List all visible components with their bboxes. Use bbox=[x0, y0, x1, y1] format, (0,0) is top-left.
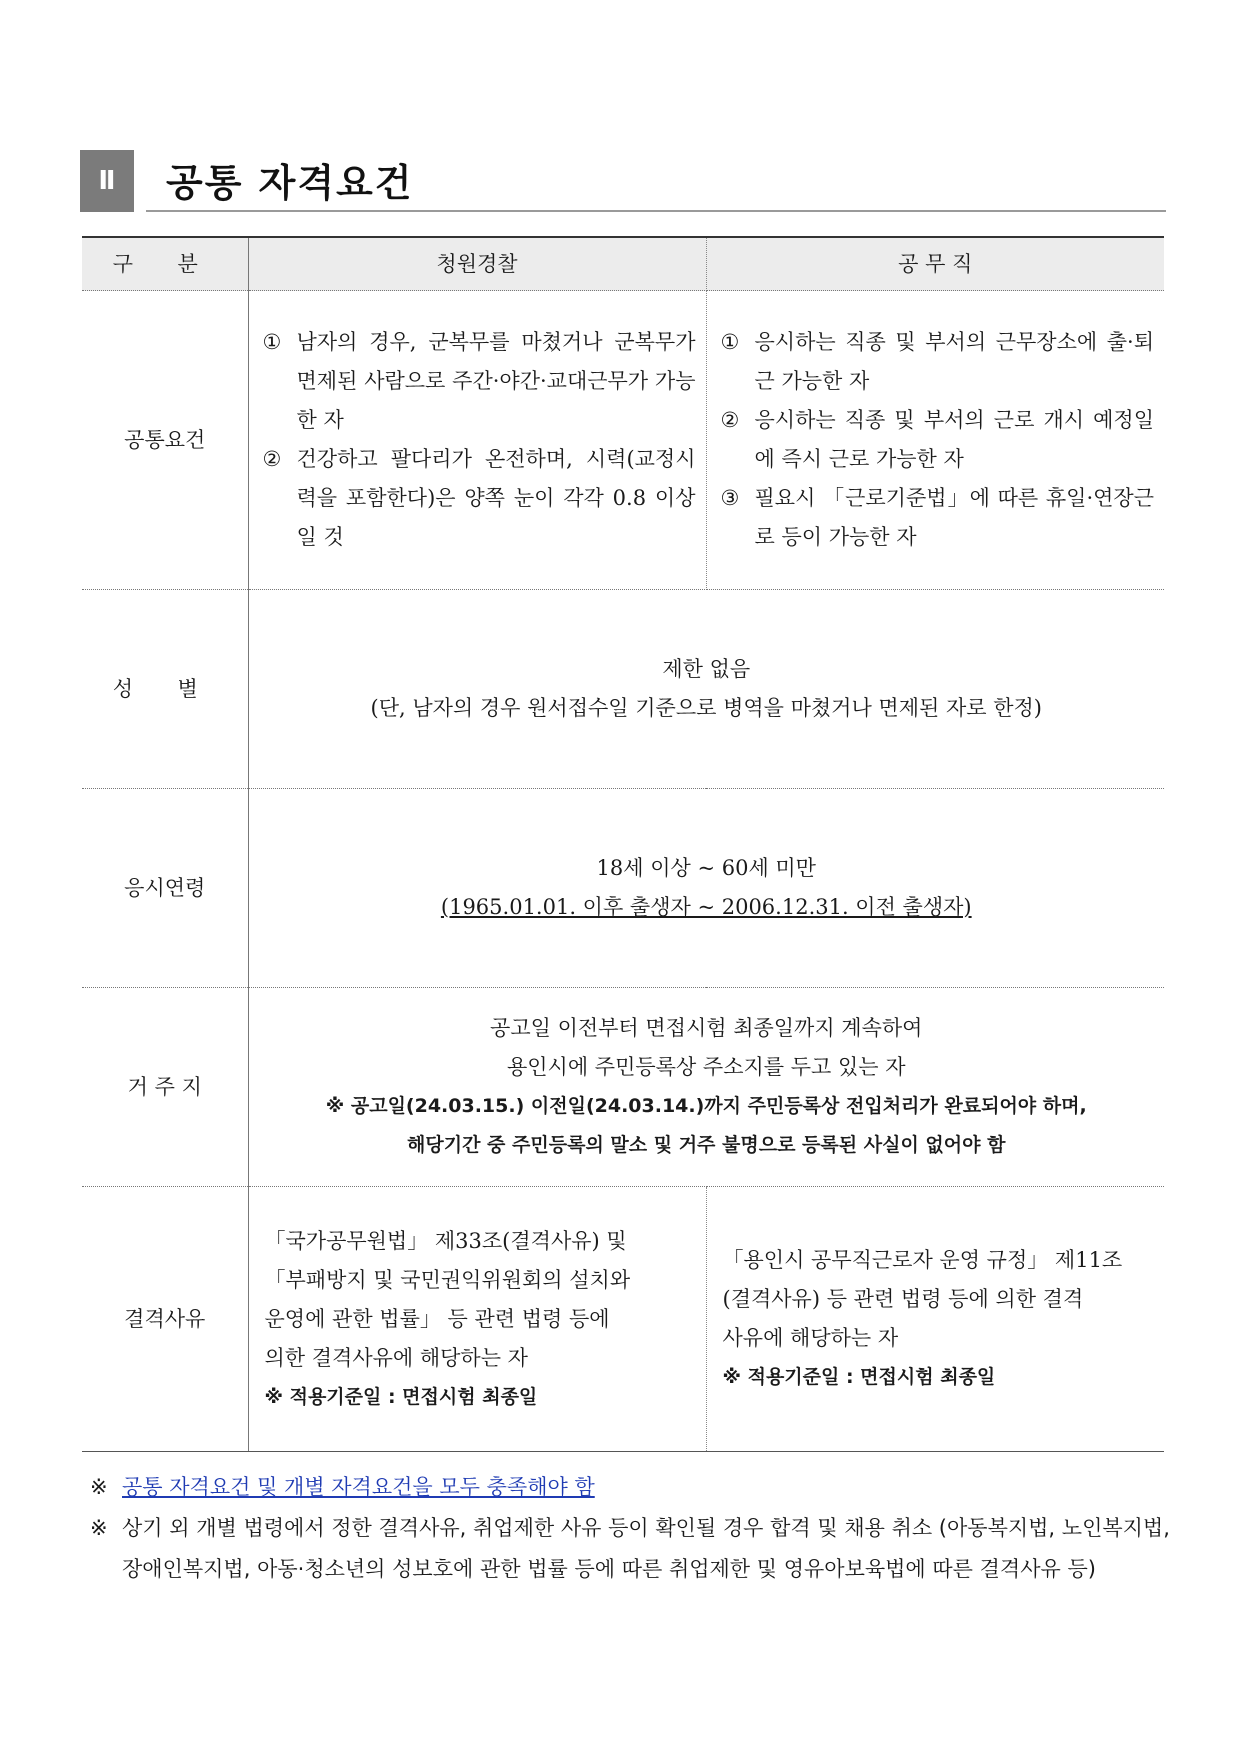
table-header-row bbox=[82, 237, 1164, 291]
header-category: 구 분 bbox=[82, 237, 248, 291]
footnotes bbox=[90, 1467, 1170, 1590]
list-item: ② 응시하는 직종 및 부서의 근로 개시 예정일에 즉시 근로 가능한 자 bbox=[720, 408, 1154, 471]
note-text: 공통 자격요건 및 개별 자격요건을 모두 충족해야 함 bbox=[122, 1475, 595, 1499]
disq-col1-line: 의한 결격사유에 해당하는 자 bbox=[264, 1345, 528, 1370]
table-row-disqualification bbox=[82, 1187, 1164, 1452]
table-row-common bbox=[82, 291, 1164, 590]
row-label-common: 공통요건 bbox=[82, 291, 248, 590]
section-number-badge: Ⅱ bbox=[80, 150, 134, 212]
disq-col2-line: 사유에 해당하는 자 bbox=[722, 1326, 899, 1350]
disqualification-col1 bbox=[248, 1187, 706, 1452]
age-line2: (1965.01.01. 이후 출생자 ~ 2006.12.31. 이전 출생자) bbox=[440, 895, 972, 919]
disq-col2-note: ※ 적용기준일 : 면접시험 최종일 bbox=[722, 1366, 996, 1388]
residence-line2: 용인시에 주민등록상 주소지를 두고 있는 자 bbox=[506, 1055, 906, 1079]
age-line1: 18세 이상 ~ 60세 미만 bbox=[596, 856, 816, 880]
section-divider bbox=[146, 210, 1166, 212]
list-item: ③ 필요시 「근로기준법」에 따른 휴일·연장근로 등이 가능한 자 bbox=[720, 486, 1154, 549]
disq-col2-line: (결격사유) 등 관련 법령 등에 의한 결격 bbox=[722, 1287, 1084, 1311]
list-item: ① 응시하는 직종 및 부서의 근무장소에 출·퇴근 가능한 자 bbox=[720, 330, 1154, 393]
footnote-2 bbox=[90, 1508, 1170, 1590]
age-content bbox=[248, 789, 1164, 988]
common-col2-list bbox=[707, 323, 1165, 557]
common-col2 bbox=[706, 291, 1164, 590]
requirements-table bbox=[82, 236, 1164, 1452]
note-mark: ※ bbox=[90, 1516, 108, 1540]
list-item: ① 남자의 경우, 군복무를 마쳤거나 군복무가 면제된 사람으로 주간·야간·교대근무가 가능한 자 bbox=[262, 330, 696, 432]
table-row-age bbox=[82, 789, 1164, 988]
common-col1 bbox=[248, 291, 706, 590]
gender-line2: (단, 남자의 경우 원서접수일 기준으로 병역을 마쳤거나 면제된 자로 한정) bbox=[370, 696, 1042, 720]
gender-line1: 제한 없음 bbox=[662, 657, 751, 681]
disq-col1-line: 「부패방지 및 국민권익위원회의 설치와 bbox=[264, 1267, 631, 1292]
row-label-age: 응시연령 bbox=[82, 789, 248, 988]
disq-col1-line: 「국가공무원법」 제33조(결격사유) 및 bbox=[264, 1228, 627, 1253]
residence-line1: 공고일 이전부터 면접시험 최종일까지 계속하여 bbox=[490, 1016, 923, 1040]
header-public-worker: 공 무 직 bbox=[706, 237, 1164, 291]
disq-col1-line: 운영에 관한 법률」 등 관련 법령 등에 bbox=[264, 1306, 610, 1331]
row-label-disqualification: 결격사유 bbox=[82, 1187, 248, 1452]
note-text: 상기 외 개별 법령에서 정한 결격사유, 취업제한 사유 등이 확인될 경우 합격 및 채용 취소 (아동복지법, 노인복지법, 장애인복지법, 아동·청소년의 성보호에 관한 법률 등에 따른 취업제한 및 영유아보육법에 따른 결격사유 등) bbox=[122, 1516, 1170, 1581]
table-row-residence bbox=[82, 988, 1164, 1187]
disqualification-col2 bbox=[706, 1187, 1164, 1452]
residence-content bbox=[248, 988, 1164, 1187]
list-item: ② 건강하고 팔다리가 온전하며, 시력(교정시력을 포함한다)은 양쪽 눈이 각각 0.8 이상일 것 bbox=[262, 447, 696, 549]
disq-col1-note: ※ 적용기준일 : 면접시험 최종일 bbox=[264, 1385, 538, 1408]
row-label-residence: 거 주 지 bbox=[82, 988, 248, 1187]
residence-note1: ※ 공고일(24.03.15.) 이전일(24.03.14.)까지 주민등록상 전입처리가 완료되어야 하며, bbox=[325, 1095, 1087, 1117]
table-row-gender bbox=[82, 590, 1164, 789]
section-header bbox=[80, 150, 1166, 212]
residence-note2: 해당기간 중 주민등록의 말소 및 거주 불명으로 등록된 사실이 없어야 함 bbox=[407, 1134, 1006, 1156]
footnote-1 bbox=[90, 1467, 1170, 1508]
gender-content bbox=[248, 590, 1164, 789]
note-mark: ※ bbox=[90, 1475, 108, 1499]
common-col1-list bbox=[249, 323, 706, 557]
header-security-guard: 청원경찰 bbox=[248, 237, 706, 291]
row-label-gender: 성 별 bbox=[82, 590, 248, 789]
section-title: 공통 자격요건 bbox=[166, 161, 414, 205]
disq-col2-line: 「용인시 공무직근로자 운영 규정」 제11조 bbox=[722, 1248, 1123, 1272]
